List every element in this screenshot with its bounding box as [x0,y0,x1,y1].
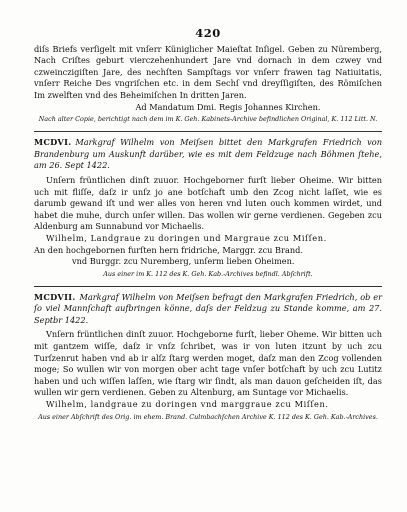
signature-line: Wilhelm, Landgraue zu doringen und Margraue zcu Miſſen. [46,232,327,243]
document-body: Vnſern früntlichen dinſt zuuor. Hochgeborne furſt, lieber Oheme. Wir bitten uch mit gantzem wiſſe, daſz ir vnſz ſchribet, was ir von luten itzunt by uch zcu Turſzenrut haben vnd ab ir alſz ſtarg werden moget, daſz man den Zcog vollenden moge; So wullen wir von morgen ober acht tage vnſer botſchaft by uch zcu Lutitz haben und uch wiſſen laſſen, wie ſtarg wir ſindt, als man dauon geſcheiden iſt, das wullen wir gern verdienen. Geben zu Altenburg, am Suntage vor Michaelis. [34,329,382,398]
section-divider [34,286,382,287]
document-summary: Markgraf Wilhelm von Meiſsen bittet den Markgrafen Friedrich von Brandenburg um Auskunft darüber, wie es mit dem Feldzuge nach Böhmen ſtehe, am 26. Sept 1422. [34,137,382,171]
document-number: MCDVII. [34,291,76,302]
document-summary: Markgraf Wilhelm von Meiſsen befragt den Markgrafen Friedrich, ob er ſo viel Mannſchaft aufbringen könne, daſs der Feldzug zu Stande komme, am 27. Septbr 1422. [34,291,382,325]
source-note: Aus einer im K. 112 des K. Geh. Kab.-Archives befindl. Abſchrift. [103,269,313,278]
address-line: An den hochgebornen furſten hern fridriche, Marggr. zcu Brand. [34,244,303,255]
address-line: vnd Burggr. zcu Nuremberg, unſerm lieben Oheimen. [72,256,295,267]
document-body: Unſern früntlichen dinſt zuuor. Hochgeborner furſt lieber Oheime. Wir bitten uch mit fliſſe, daſz ir unſz jo ane botſchaft umb den Zcog nicht laſſet, wie es darumb gewand iſt und wer alles von heren vnd luten ouch kommen wirdet, und habet die muhe, durch unſer willen. Das wollen wir gerne verdienen. Gegeben zcu Aldenburg am Sunnabund vor Michaelis. [34,174,382,232]
section-divider [34,131,382,132]
document-heading [34,137,382,172]
page-number: 420 [195,26,221,40]
document-heading [34,292,382,327]
source-note: Aus einer Abſchrift des Orig. im ehem. Brand. Culmbachſchen Archive K. 112 des K. Geh. Kab.-Archives. [38,412,378,421]
document-number: MCDVI. [34,137,72,148]
source-note: Nach alter Copie, berichtigt nach dem im K. Geh. Kabinets-Archive befindlichen Original, K. 112 Litt. N. [38,115,378,124]
signature-line: Wilhelm, landgraue zu doringen vnd marggraue zcu Miſſen. [46,399,329,410]
document-mcdvi [34,137,382,279]
document-body: diſs Briefs verſigelt mit vnſerr Küniglicher Maieſtat Inſigel. Geben zu Nüremberg, Nach Criſtes geburt vierczehenhundert Jare vnd dornach in dem czwey vnd czweinczigiſten Jare, des nechſten Sampſtags vor vnſerr frawen tag Natiuitatis, vnſerr Reiche Des vngriſchen etc. in dem Sechſ vnd dreyſſigiſten, des Römiſchen Im zwelften vnd des Beheimiſchen In dritten Jaren. [34,43,382,100]
mandate-line: Ad Mandatum Dmi. Regis Johannes Kirchen. [135,101,321,112]
document-continuation [34,44,382,125]
document-mcdvii [34,292,382,422]
